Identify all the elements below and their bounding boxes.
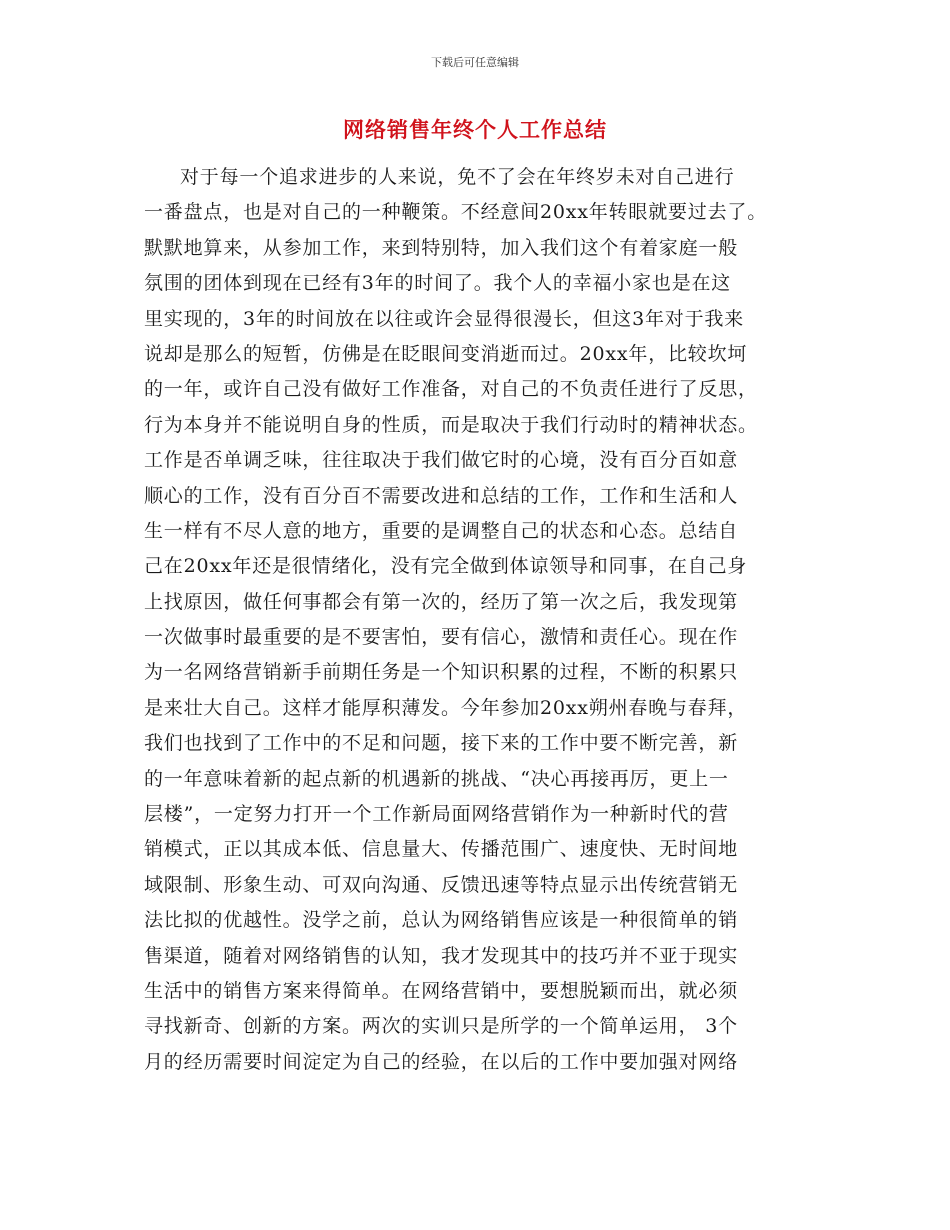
body-line: 一番盘点，也是对自己的一种鞭策。不经意间20xx年转眼就要过去了。: [144, 201, 768, 224]
body-line: 生一样有不尽人意的地方，重要的是调整自己的状态和心态。总结自: [144, 519, 739, 542]
body-line: 的一年，或许自己没有做好工作准备，对自己的不负责任进行了反思，: [144, 378, 758, 401]
body-line: 售渠道，随着对网络销售的认知，我才发现其中的技巧并不亚于现实: [144, 944, 739, 967]
body-line: 己在20xx年还是很情绪化，没有完全做到体谅领导和同事，在自己身: [144, 555, 748, 578]
body-line: 一次做事时最重要的是不要害怕，要有信心，激情和责任心。现在作: [144, 626, 739, 649]
body-line: 顺心的工作，没有百分百不需要改进和总结的工作，工作和生活和人: [144, 484, 739, 507]
document-body: [144, 160, 804, 1080]
page-header-note: 下载后可任意编辑: [431, 56, 519, 69]
body-line: 行为本身并不能说明自身的性质，而是取决于我们行动时的精神状态。: [144, 413, 758, 436]
body-line: 对于每一个追求进步的人来说，免不了会在年终岁未对自己进行: [180, 166, 735, 188]
document-title: 网络销售年终个人工作总结: [343, 117, 607, 142]
body-line: 月的经历需要时间淀定为自己的经验，在以后的工作中要加强对网络: [144, 1050, 739, 1073]
body-line: 域限制、形象生动、可双向沟通、反馈迅速等特点显示出传统营销无: [144, 873, 739, 896]
body-line: 默默地算来，从参加工作，来到特别特，加入我们这个有着家庭一般: [144, 236, 739, 259]
body-line: 里实现的，3年的时间放在以往或许会显得很漫长，但这3年对于我来: [144, 307, 744, 330]
body-line: 氛围的团体到现在已经有3年的时间了。我个人的幸福小家也是在这: [144, 272, 732, 295]
body-line: 说却是那么的短暂，仿佛是在眨眼间变消逝而过。20xx年，比较坎坷: [144, 342, 748, 365]
body-line: 为一名网络营销新手前期任务是一个知识积累的过程，不断的积累只: [144, 661, 739, 684]
body-line: 工作是否单调乏味，往往取决于我们做它时的心境，没有百分百如意: [144, 449, 739, 472]
body-line: 法比拟的优越性。没学之前，总认为网络销售应该是一种很简单的销: [144, 909, 739, 932]
body-line: 销模式，正以其成本低、信息量大、传播范围广、速度快、无时间地: [144, 838, 739, 861]
body-line: 生活中的销售方案来得简单。在网络营销中，要想脱颖而出，就必须: [144, 979, 739, 1002]
body-line: 的一年意味着新的起点新的机遇新的挑战、“决心再接再厉，更上一: [144, 767, 729, 790]
body-line: 寻找新奇、创新的方案。两次的实训只是所学的一个简单运用， 3个: [144, 1015, 738, 1038]
body-line: 层楼”，一定努力打开一个工作新局面网络营销作为一种新时代的营: [144, 803, 729, 826]
body-line: 上找原因，做任何事都会有第一次的，经历了第一次之后，我发现第: [144, 590, 739, 613]
body-line: 是来壮大自己。这样才能厚积薄发。今年参加20xx朔州春晚与春拜，: [144, 696, 748, 719]
body-line: 我们也找到了工作中的不足和问题，接下来的工作中要不断完善，新: [144, 732, 739, 755]
